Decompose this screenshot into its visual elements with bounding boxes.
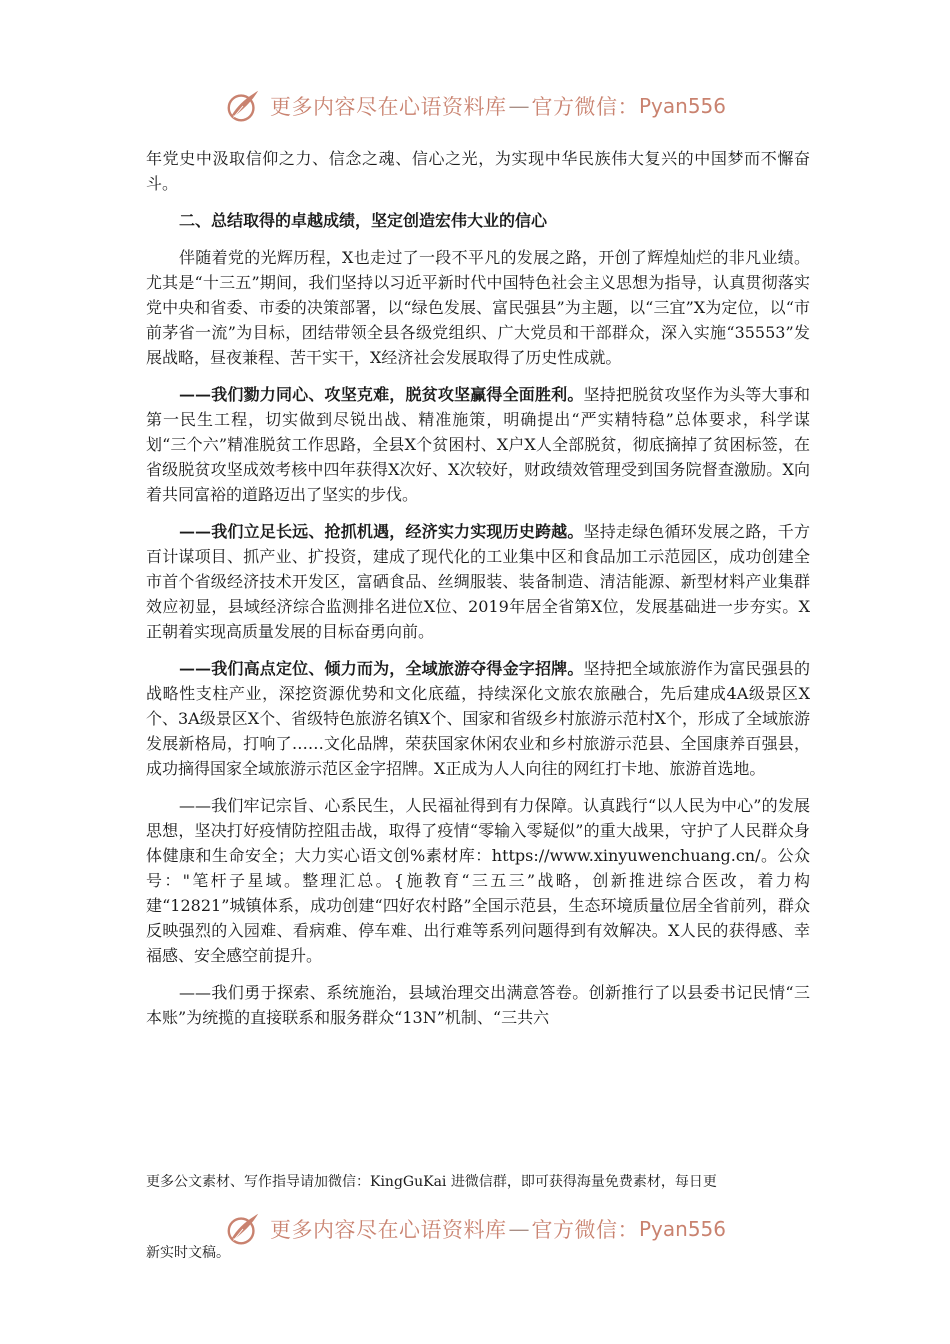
watermark-separator: — bbox=[508, 1217, 530, 1241]
watermark-main-text: 更多内容尽在心语资料库 bbox=[270, 1218, 507, 1242]
paragraph-tourism bbox=[146, 656, 810, 781]
paragraph-lead: ——我们高点定位、倾力而为，全域旅游夺得金字招牌。 bbox=[179, 659, 584, 678]
section-heading: 二、总结取得的卓越成绩，坚定创造宏伟大业的信心 bbox=[179, 211, 548, 230]
paragraph-economy bbox=[146, 519, 810, 644]
watermark-separator: — bbox=[508, 94, 530, 118]
footer-note-continuation: 新实时文稿。 bbox=[146, 1245, 230, 1261]
paragraph-text: 坚持把脱贫攻坚作为头等大事和第一民生工程，切实做到尽锐出战、精准施策，明确提出“严实精特稳”总体要求，科学谋划“三个六”精准脱贫工作思路，全县X个贫困村、X户X人全部脱贫，彻底摘掉了贫困标签，在省级脱贫攻坚成效考核中四年获得X次好、X次较好，财政绩效管理受到国务院督查激励。X向着共同富裕的道路迈出了坚实的步伐。 bbox=[146, 385, 810, 504]
document-body bbox=[146, 146, 810, 1042]
quill-logo-icon bbox=[224, 87, 262, 125]
watermark-suffix-text: 官方微信： bbox=[531, 1218, 639, 1242]
paragraph-continuation: 年党史中汲取信仰之力、信念之魂、信心之光，为实现中华民族伟大复兴的中国梦而不懈奋斗。 bbox=[146, 149, 810, 193]
paragraph-governance: ——我们勇于探索、系统施治，县域治理交出满意答卷。创新推行了以县委书记民情“三本账”为统揽的直接联系和服务群众“13N”机制、“三共六 bbox=[146, 983, 810, 1027]
watermark-wechat-id: Pyan556 bbox=[639, 94, 727, 118]
paragraph-livelihood: ——我们牢记宗旨、心系民生，人民福祉得到有力保障。认真践行“以人民为中心”的发展思想，坚决打好疫情防控阻击战，取得了疫情“零输入零疑似”的重大战果，守护了人民群众身体健康和生命安全；大力实心语文创%素材库：https://www.xinyuwenchuang.cn/。公众号："笔杆子星域。整理汇总。{施教育“三五三”战略，创新推进综合医改，着力构建“12821”城镇体系，成功创建“四好农村路”全国示范县，生态环境质量位居全省前列，群众反映强烈的入园难、看病难、停车难、出行难等系列问题得到有效解决。X人民的获得感、幸福感、安全感空前提升。 bbox=[146, 796, 810, 965]
paragraph-lead: ——我们立足长远、抢抓机遇，经济实力实现历史跨越。 bbox=[179, 522, 584, 541]
paragraph-poverty bbox=[146, 382, 810, 507]
paragraph-lead: ——我们勠力同心、攻坚克难，脱贫攻坚赢得全面胜利。 bbox=[179, 385, 584, 404]
paragraph-text: 坚持走绿色循环发展之路，千方百计谋项目、抓产业、扩投资，建成了现代化的工业集中区和食品加工示范园区，成功创建全市首个省级经济技术开发区，富硒食品、丝绸服装、装备制造、清洁能源、新型材料产业集群效应初显，县域经济综合监测排名进位X位、2019年居全省第X位，发展基础进一步夯实。X正朝着实现高质量发展的目标奋勇向前。 bbox=[146, 522, 810, 641]
footer-note: 更多公文素材、写作指导请加微信：KingGuKai 进微信群，即可获得海量免费素材，每日更 bbox=[146, 1174, 717, 1190]
paragraph-intro: 伴随着党的光辉历程，X也走过了一段不平凡的发展之路，开创了辉煌灿烂的非凡业绩。尤其是“十三五”期间，我们坚持以习近平新时代中国特色社会主义思想为指导，认真贯彻落实党中央和省委、市委的决策部署，以“绿色发展、富民强县”为主题，以“三宜”X为定位，以“市前茅省一流”为目标，团结带领全县各级党组织、广大党员和干部群众，深入实施“35553”发展战略，昼夜兼程、苦干实干，X经济社会发展取得了历史性成就。 bbox=[146, 248, 810, 367]
watermark-suffix-text: 官方微信： bbox=[531, 95, 639, 119]
watermark-banner-top bbox=[224, 86, 784, 126]
watermark-banner-bottom bbox=[224, 1209, 784, 1249]
watermark-wechat-id: Pyan556 bbox=[639, 1217, 727, 1241]
watermark-main-text: 更多内容尽在心语资料库 bbox=[270, 95, 507, 119]
paragraph-text: 坚持把全域旅游作为富民强县的战略性支柱产业，深挖资源优势和文化底蕴，持续深化文旅农旅融合，先后建成4A级景区X个、3A级景区X个、省级特色旅游名镇X个、国家和省级乡村旅游示范村X个，形成了全域旅游发展新格局，打响了……文化品牌，荣获国家休闲农业和乡村旅游示范县、全国康养百强县，成功摘得国家全域旅游示范区金字招牌。X正成为人人向往的网红打卡地、旅游首选地。 bbox=[146, 659, 810, 778]
